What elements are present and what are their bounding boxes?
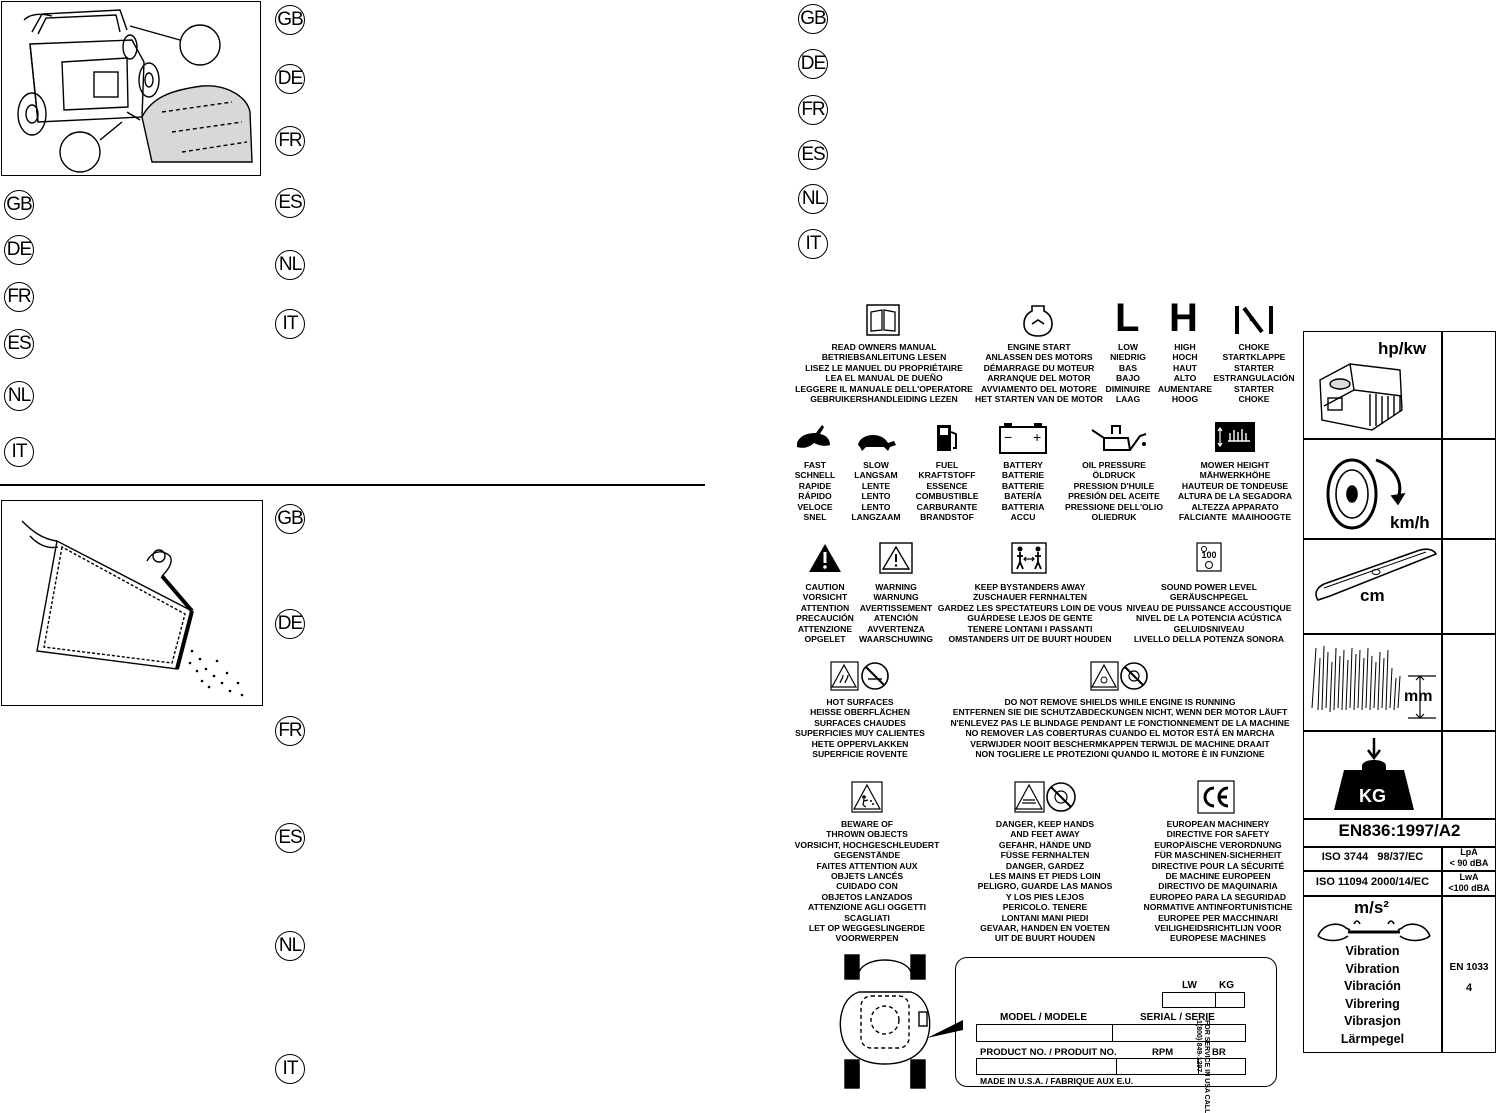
product-rpm-divider: [1116, 1058, 1117, 1075]
thrown-objects-icon: [851, 781, 883, 813]
lang-badge-de: DE: [275, 64, 305, 94]
label-hot-surfaces: HOT SURFACES HEISSE OBERFLÄCHEN SURFACES CHAUDES SUPERFICIES MUY CALIENTES HETE OPPERVLAKKEN SUPERFICIE ROVENTE: [795, 697, 925, 760]
service-line-2: 1(800)-849-1297: [1195, 1020, 1202, 1073]
label-product-no: PRODUCT NO. / PRODUIT NO.: [980, 1047, 1117, 1058]
sound-power-icon: [1196, 542, 1222, 572]
lang-badge-nl: NL: [798, 184, 828, 214]
shields-icon: [1090, 661, 1148, 691]
spec-cm: cm: [1360, 586, 1385, 605]
figure-grass-catcher-install: [1, 1, 261, 176]
battery-plus-sign: +: [1033, 429, 1042, 445]
choke-icon: [1234, 304, 1274, 336]
engine-start-icon: [1022, 302, 1054, 338]
label-european-machinery-directive: EUROPEAN MACHINERY DIRECTIVE FOR SAFETY EUROPÄISCHE VERORDNUNG FÜR MASCHINEN-SICHERHEIT DIRECTIVE POUR LA SÉCURITÉ DE MACHINE EUROPEEN DIRECTIVO DE MAQUINARIA EUROPEO PARA LA SEGURIDAD NORMATIVE ANTINFORTUNISTICHE EUROPEE PER MACCHINARI VEILIGHEIDSRICHTLIJN VOOR EUROPESE MACHINES: [1143, 819, 1293, 944]
label-kg: KG: [1219, 980, 1234, 991]
label-lw: LW: [1182, 980, 1197, 991]
label-keep-bystanders-away: KEEP BYSTANDERS AWAY ZUSCHAUER FERNHALTEN GARDEZ LES SPECTATEURS LOIN DE VOUS GUÁRDESE LEJOS DE GENTE TENERE LONTANI I PASSANTI OMSTANDERS UIT DE BUURT HOUDEN: [937, 582, 1123, 645]
lang-badge-fr: FR: [798, 95, 828, 125]
label-service-phone: [1194, 1020, 1210, 1113]
lang-badge-fr: FR: [275, 126, 305, 156]
lang-badge-fr: FR: [275, 716, 305, 746]
product-label-plate: [955, 957, 1277, 1113]
lang-badge-de: DE: [275, 609, 305, 639]
lang-badge-nl: NL: [275, 931, 305, 961]
label-keep-hands-feet-away: DANGER, KEEP HANDS AND FEET AWAY GEFAHR, HÄNDE UND FÜSSE FERNHALTEN DANGER, GARDEZ LES MAINS ET PIEDS LOIN PELIGRO, GUARDE LAS MANOS Y LOS PIES LEJOS PERICOLO. TENERE LONTANI MANI PIEDI GEVAAR, HANDEN EN VOETEN UIT DE BUURT HOUDEN: [977, 819, 1113, 944]
kg-value-field: [1215, 992, 1245, 1008]
hare-fast-icon: [794, 421, 834, 453]
spec-standard: EN836:1997/A2: [1338, 821, 1461, 840]
emptying-bag-illustration: [2, 501, 261, 704]
spec-panel-column-divider: [1441, 332, 1443, 818]
turtle-slow-icon: [852, 427, 898, 453]
spec-kg: KG: [1359, 786, 1386, 806]
lang-badge-nl: NL: [275, 250, 305, 280]
lang-badge-fr: FR: [4, 282, 34, 312]
fuel-pump-icon: [934, 422, 960, 454]
model-serial-divider: [1112, 1024, 1113, 1042]
keep-hands-away-icon: [1014, 781, 1078, 813]
lang-badge-es: ES: [4, 329, 34, 359]
service-line-1: FOR SERVICE IN USA CALL: [1203, 1020, 1210, 1113]
lang-badge-nl: NL: [4, 381, 34, 411]
mower-height-icon: [1214, 421, 1256, 453]
lang-badge-it: IT: [275, 309, 305, 339]
label-caution: CAUTION VORSICHT ATTENTION PRECAUCIÓN ATTENZIONE OPGELET: [796, 582, 854, 645]
spec-iso-3744: ISO 3744 98/37/EC: [1321, 851, 1424, 863]
lang-badge-gb: GB: [4, 190, 34, 220]
label-slow: SLOW LANGSAM LENTE LENTO LENTO LANGZAAM: [851, 460, 901, 523]
label-model: MODEL / MODELE: [1000, 1012, 1088, 1023]
grass-height-icon: [1308, 638, 1440, 726]
grass-catcher-install-illustration: [2, 2, 259, 174]
lang-badge-de: DE: [798, 49, 828, 79]
spec-panel: [1303, 331, 1496, 1053]
hot-surfaces-icon: [830, 661, 890, 691]
label-serial: SERIAL / SERIE: [1140, 1012, 1215, 1023]
ce-mark-icon: [1197, 780, 1235, 814]
bystanders-icon: [1011, 542, 1047, 574]
spec-row-separator: [1304, 730, 1495, 732]
low-icon: L: [1115, 296, 1140, 340]
spec-iso-11094: ISO 11094 2000/14/EC: [1315, 876, 1430, 888]
spec-lwa: LwA <100 dBA: [1448, 872, 1490, 893]
label-fast: FAST SCHNELL RAPIDE RÁPIDO VELOCE SNEL: [794, 460, 836, 523]
oil-can-icon: [1088, 420, 1148, 454]
vibration-label: Lärmpegel: [1340, 1031, 1405, 1046]
mower-top-view-illustration: [835, 952, 965, 1090]
svg-text:100: 100: [1201, 550, 1217, 560]
label-br: BR: [1212, 1047, 1226, 1058]
spec-mm: mm: [1404, 688, 1433, 705]
vibration-label: Vibración: [1344, 979, 1401, 994]
lang-badge-gb: GB: [275, 5, 305, 35]
caution-triangle-icon: [807, 542, 843, 574]
label-read-owners-manual: READ OWNERS MANUAL BETRIEBSANLEITUNG LESEN LISEZ LE MANUEL DU PROPRIÉTAIRE LEA EL MANUAL DE DUEÑO LEGGERE IL MANUALE DELL'OPERATORE GEBRUIKERSHANDLEIDING LEZEN: [795, 342, 973, 405]
label-beware-thrown-objects: BEWARE OF THROWN OBJECTS VORSICHT, HOCHGESCHLEUDERT GEGENSTÄNDE FAITES ATTENTION AUX OBJETS LANCÉS CUIDADO CON OBJETOS LANZADOS ATTENZIONE AGLI OGGETTI SCAGLIATI LET OP WEGGESLINGERDE VOORWERPEN: [794, 819, 940, 944]
spec-row-separator: [1304, 895, 1495, 897]
label-high: HIGH HOCH HAUT ALTO AUMENTARE HOOG: [1157, 342, 1213, 405]
lw-value-field: [1162, 992, 1216, 1008]
spec-vibration-standard: EN 1033: [1449, 962, 1489, 973]
lang-badge-it: IT: [275, 1054, 305, 1084]
lang-badge-de: DE: [4, 235, 34, 265]
vibration-label: Vibration: [1345, 961, 1400, 976]
lang-badge-es: ES: [275, 823, 305, 853]
figure-emptying-grass-catcher: [1, 500, 263, 706]
vibration-label: Vibrasjon: [1344, 1014, 1401, 1029]
warning-triangle-icon: [879, 542, 913, 574]
label-oil-pressure: OIL PRESSURE ÖLDRUCK PRESSION D'HUILE PRESIÓN DEL ACEITE PRESSIONE DELL'OLIO OLIEDRUK: [1064, 460, 1164, 523]
spec-hp-kw: hp/kw: [1378, 339, 1427, 358]
label-rpm: RPM: [1152, 1047, 1174, 1058]
lang-badge-gb: GB: [275, 504, 305, 534]
label-sound-power-level: SOUND POWER LEVEL GERÄUSCHPEGEL NIVEAU DE PUISSANCE ACCOUSTIQUE NIVEL DE LA POTENCIA ACÚSTICA GELUIDSNIVEAU LIVELLO DELLA POTENZA SONORA: [1126, 582, 1292, 645]
engine-icon: [1310, 350, 1410, 434]
label-engine-start: ENGINE START ANLASSEN DES MOTORS DÉMARRAGE DU MOTEUR ARRANQUE DEL MOTOR AVVIAMENTO DEL MOTORE HET STARTEN VAN DE MOTOR: [975, 342, 1103, 405]
spec-lpa: LpA < 90 dBA: [1449, 847, 1489, 868]
spec-row-separator: [1304, 438, 1495, 440]
vibration-label: Vibration: [1345, 944, 1400, 958]
spec-row-separator: [1304, 818, 1495, 820]
label-made-in: MADE IN U.S.A. / FABRIQUE AUX E.U.: [980, 1076, 1134, 1086]
vibration-label: Vibrering: [1345, 996, 1400, 1011]
lang-badge-gb: GB: [798, 4, 828, 34]
label-warning: WARNING WARNUNG AVERTISSEMENT ATENCIÓN AVVERTENZA WAARSCHUWING: [859, 582, 933, 645]
lang-badge-it: IT: [4, 437, 34, 467]
spec-row-separator: [1304, 633, 1495, 635]
lang-badge-es: ES: [275, 188, 305, 218]
spec-row-separator: [1304, 538, 1495, 540]
lang-badge-it: IT: [798, 229, 828, 259]
label-mower-height: MOWER HEIGHT MÄHWERKHÖHE HAUTEUR DE TONDEUSE ALTURA DE LA SEGADORA ALTEZZA APPARATO FALCIANTE MAAIHOOGTE: [1177, 460, 1293, 523]
label-fuel: FUEL KRAFTSTOFF ESSENCE COMBUSTIBLE CARBURANTE BRANDSTOF: [915, 460, 979, 523]
spec-vibration-labels: [1304, 943, 1441, 1049]
spec-m-s2: m/s²: [1354, 898, 1389, 917]
high-icon: H: [1169, 296, 1198, 340]
lang-badge-es: ES: [798, 140, 828, 170]
label-battery: BATTERY BATTERIE BATTERIE BATERÍA BATTERIA ACCU: [1001, 460, 1045, 523]
section-divider: [0, 484, 705, 486]
label-choke: CHOKE STARTKLAPPE STARTER ESTRANGULACIÓN STARTER CHOKE: [1213, 342, 1295, 405]
label-do-not-remove-shields: DO NOT REMOVE SHIELDS WHILE ENGINE IS RUNNING ENTFERNEN SIE DIE SCHUTZABDECKUNGEN NICHT, WENN DER MOTOR LÄUFT N'ENLEVEZ PAS LE BLINDAGE PENDANT LE FONCTIONNEMENT DE LA MACHINE NO REMOVER LAS COBERTURAS CUANDO EL MOTOR ESTÁ EN MARCHA VERWIJDER NOOIT BESCHERMKAPPEN TERWIJL DE MACHINE DRAAIT NON TOGLIERE LE PROTEZIONI QUANDO IL MOTORE È IN FUNZIONE: [950, 697, 1290, 760]
battery-minus-sign: −: [1004, 429, 1013, 445]
book-icon: [866, 304, 900, 336]
spec-vibration-value: 4: [1465, 982, 1473, 994]
label-low: LOW NIEDRIG BAS BAJO DIMINUIRE LAAG: [1105, 342, 1151, 405]
spec-km-h: km/h: [1390, 513, 1430, 532]
